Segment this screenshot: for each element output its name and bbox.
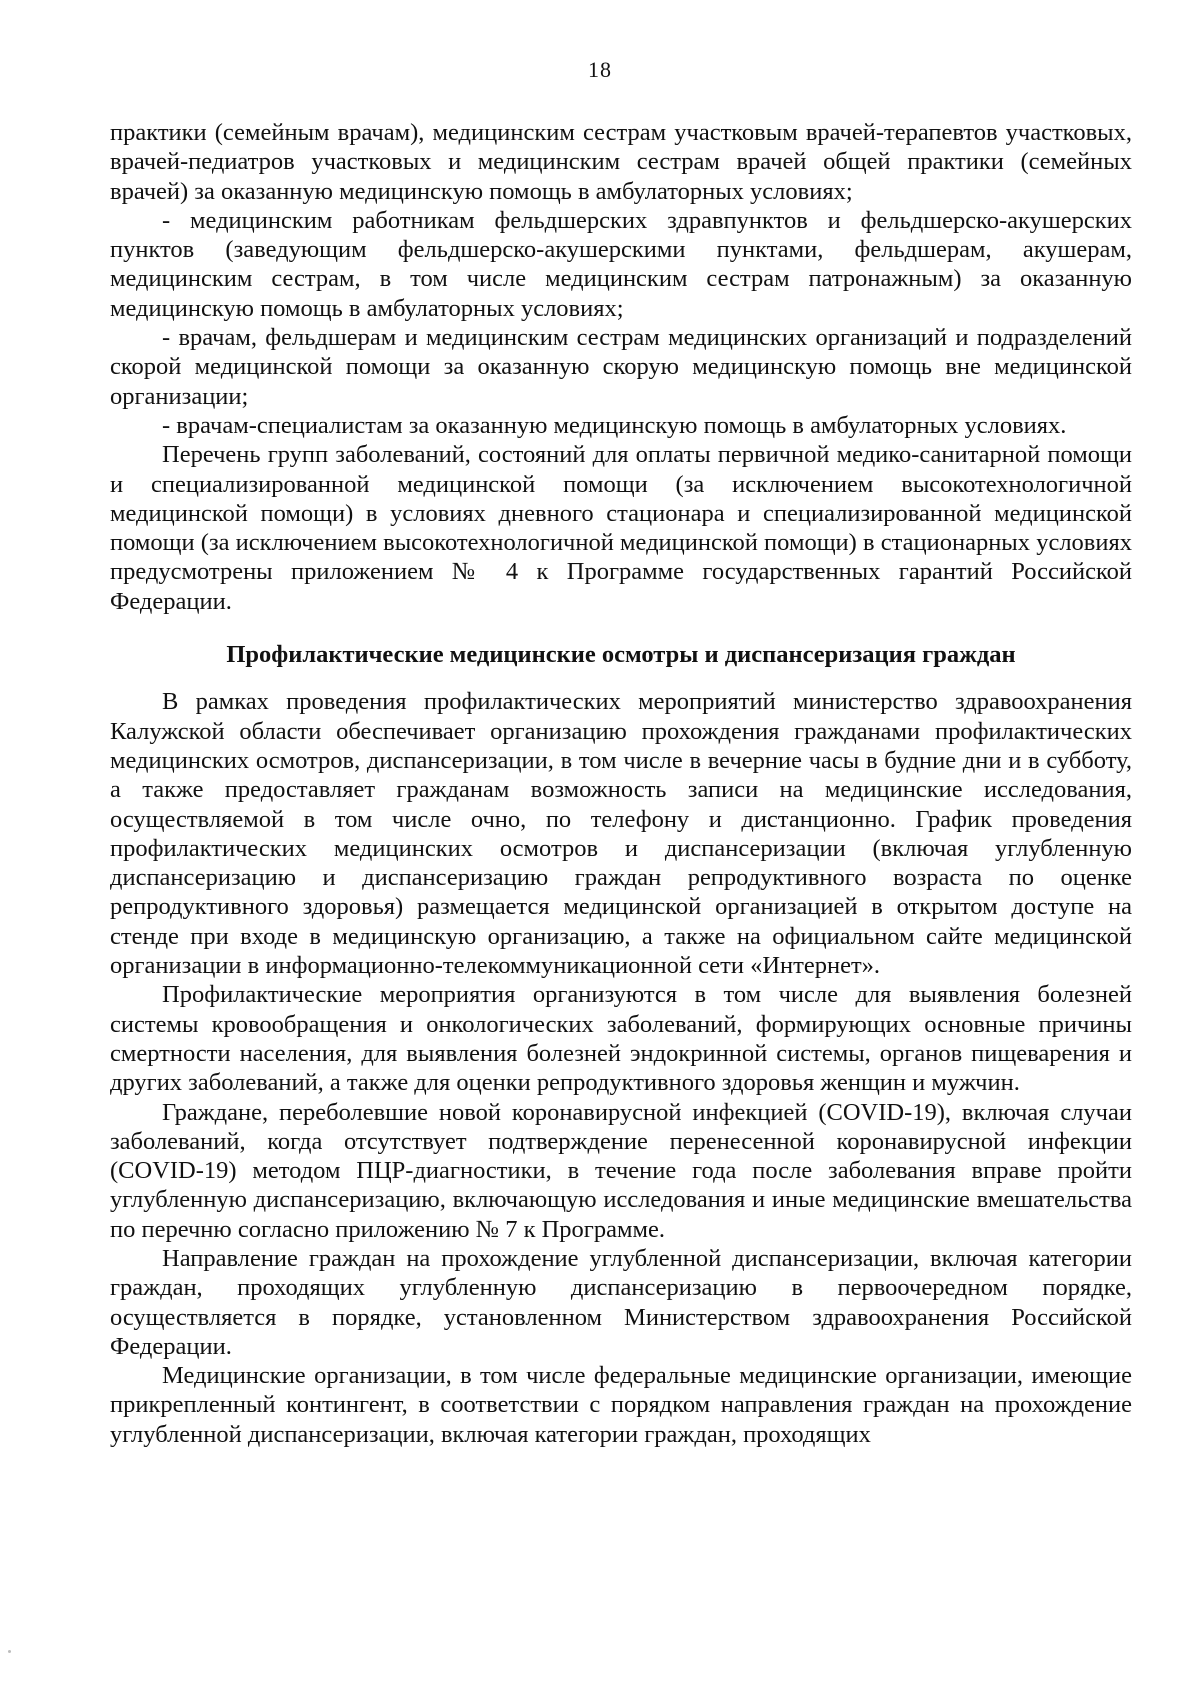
list-item-emergency-care: - врачам, фельдшерам и медицинским сестрам медицинских организаций и подразделений скорой медицинской помощи за оказанную скорую медицинскую помощь вне медицинской организации; [110,324,1132,410]
paragraph-preventive-purposes: Профилактические мероприятия организуются в том числе для выявления болезней системы кровообращения и онкологических заболеваний, формирующих основные причины смертности населения, для выявления болезней эндокринной системы, органов пищеварения и других заболеваний, а также для оценки репродуктивного здоровья женщин и мужчин. [110,981,1132,1097]
scan-artifact [8,1650,11,1653]
paragraph-medical-organizations: Медицинские организации, в том числе федеральные медицинские организации, имеющие прикрепленный контингент, в соответствии с порядком направления граждан на прохождение углубленной диспансеризации, включая категории граждан, проходящих [110,1362,1132,1448]
page-number: 18 [588,57,612,82]
section-heading: Профилактические медицинские осмотры и диспансеризация граждан [226,641,1016,669]
list-item-specialists: - врачам-специалистам за оказанную медицинскую помощь в амбулаторных условиях. [162,411,1067,439]
paragraph-referral-procedure: Направление граждан на прохождение углубленной диспансеризации, включая категории граждан, проходящих углубленную диспансеризацию в первоочередном порядке, осуществляется в порядке, установленном Министерством здравоохранения Российской Федерации. [110,1244,1132,1360]
paragraph-covid-recovered: Граждане, переболевшие новой коронавирусной инфекцией (COVID-19), включая случаи заболеваний, когда отсутствует подтверждение перенесенной коронавирусной инфекции (COVID-19) методом ПЦР-диагностики, в течение года после заболевания вправе пройти углубленную диспансеризацию, включающую исследования и иные медицинские вмешательства по перечню согласно приложению № 7 к Программе. [110,1098,1132,1243]
list-item-feldsher-points: - медицинским работникам фельдшерских здравпунктов и фельдшерско-акушерских пунктов (заведующим фельдшерско-акушерскими пунктами, фельдшерам, акушерам, медицинским сестрам, в том числе медицинским сестрам патронажным) за оказанную медицинскую помощь в амбулаторных условиях; [110,206,1132,322]
paragraph-preventive-measures: В рамках проведения профилактических мероприятий министерство здравоохранения Калужской области обеспечивает организацию прохождения гражданами профилактических медицинских осмотров, диспансеризации, в том числе в вечерние часы в будние дни и в субботу, а также предоставляет гражданам возможность записи на медицинские исследования, осуществляемой в том числе очно, по телефону и дистанционно. График проведения профилактических медицинских осмотров и диспансеризации (включая углубленную диспансеризацию и диспансеризацию граждан репродуктивного возраста по оценке репродуктивного здоровья) размещается медицинской организацией в открытом доступе на стенде при входе в медицинскую организацию, а также на официальном сайте медицинской организации в информационно-телекоммуникационной сети «Интернет». [110,688,1132,980]
paragraph-continuation: практики (семейным врачам), медицинским сестрам участковым врачей-терапевтов участковых, врачей-педиатров участковых и медицинским сестрам врачей общей практики (семейных врачей) за оказанную медицинскую помощь в амбулаторных условиях; [110,119,1132,205]
document-body [110,118,1132,1449]
paragraph-disease-groups: Перечень групп заболеваний, состояний для оплаты первичной медико-санитарной помощи и специализированной медицинской помощи (за исключением высокотехнологичной медицинской помощи) в условиях дневного стационара и специализированной медицинской помощи (за исключением высокотехнологичной медицинской помощи) в стационарных условиях предусмотрены приложением № 4 к Программе государственных гарантий Российской Федерации. [110,441,1132,615]
